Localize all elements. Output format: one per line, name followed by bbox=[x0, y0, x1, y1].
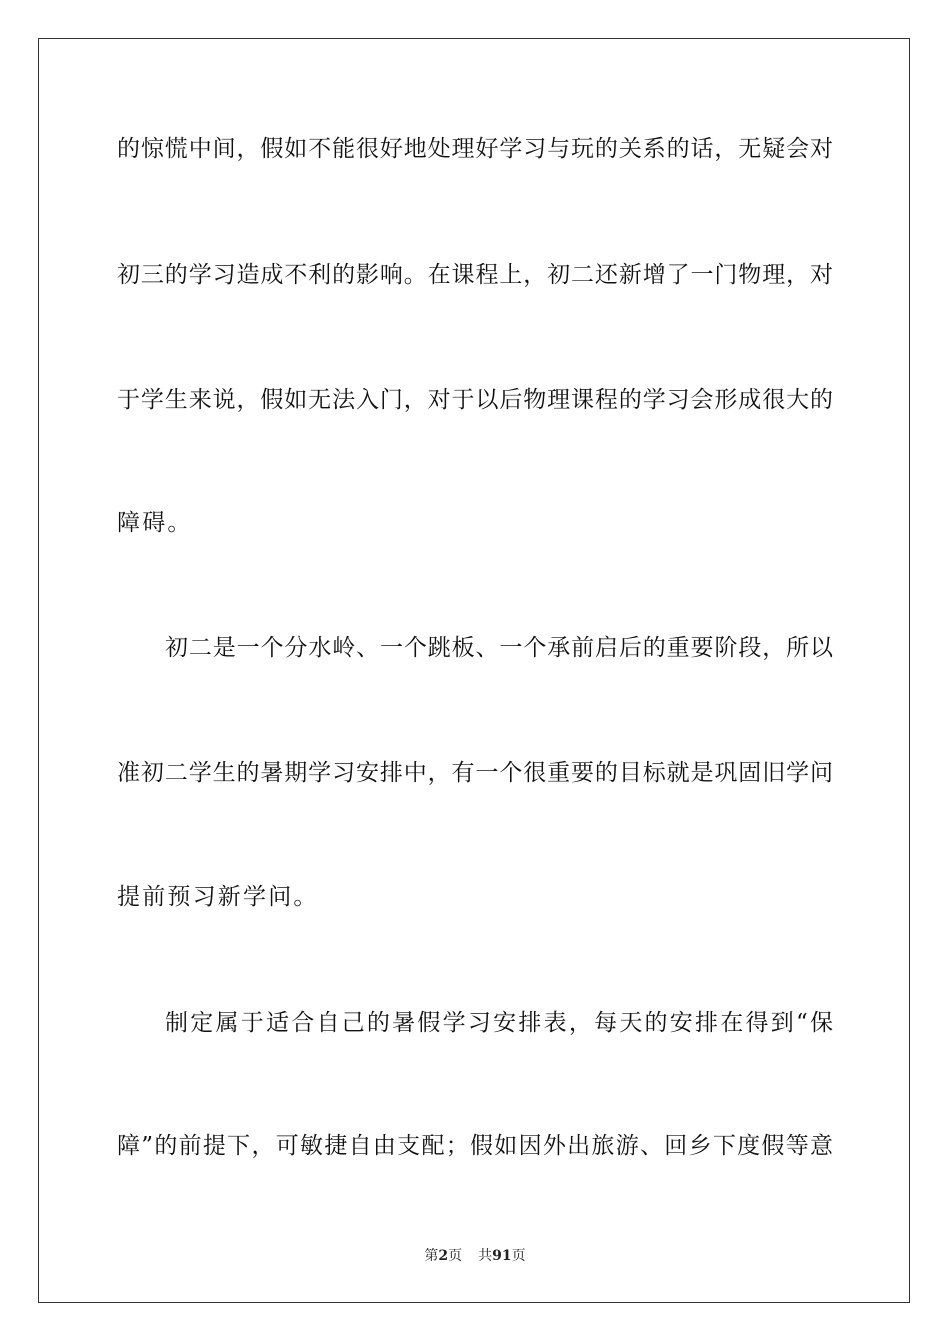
total-pages: 91 bbox=[492, 1248, 512, 1264]
paragraph-line-2: 初三的学习造成不利的影响。在课程上，初二还新增了一门物理，对 bbox=[117, 262, 833, 288]
paragraph-line-9: 障”的前提下，可敏捷自由支配；假如因外出旅游、回乡下度假等意 bbox=[117, 1133, 833, 1159]
total-prefix: 共 bbox=[478, 1248, 493, 1264]
page-suffix: 页 bbox=[448, 1248, 463, 1264]
paragraph-line-3: 于学生来说，假如无法入门，对于以后物理课程的学习会形成很大的 bbox=[117, 387, 833, 413]
page-prefix: 第 bbox=[424, 1248, 439, 1264]
paragraph-line-6: 准初二学生的暑期学习安排中，有一个很重要的目标就是巩固旧学问 bbox=[117, 760, 833, 786]
paragraph-line-5: 初二是一个分水岭、一个跳板、一个承前启后的重要阶段，所以 bbox=[165, 635, 833, 661]
page-footer bbox=[0, 1246, 950, 1266]
page-border bbox=[38, 38, 910, 1303]
paragraph-line-1: 的惊慌中间，假如不能很好地处理好学习与玩的关系的话，无疑会对 bbox=[117, 136, 833, 162]
paragraph-line-4: 障碍。 bbox=[117, 510, 193, 536]
total-suffix: 页 bbox=[511, 1248, 526, 1264]
page-number: 2 bbox=[438, 1248, 449, 1264]
paragraph-line-7: 提前预习新学问。 bbox=[117, 884, 319, 910]
paragraph-line-8: 制定属于适合自己的暑假学习安排表，每天的安排在得到“保 bbox=[165, 1010, 833, 1036]
